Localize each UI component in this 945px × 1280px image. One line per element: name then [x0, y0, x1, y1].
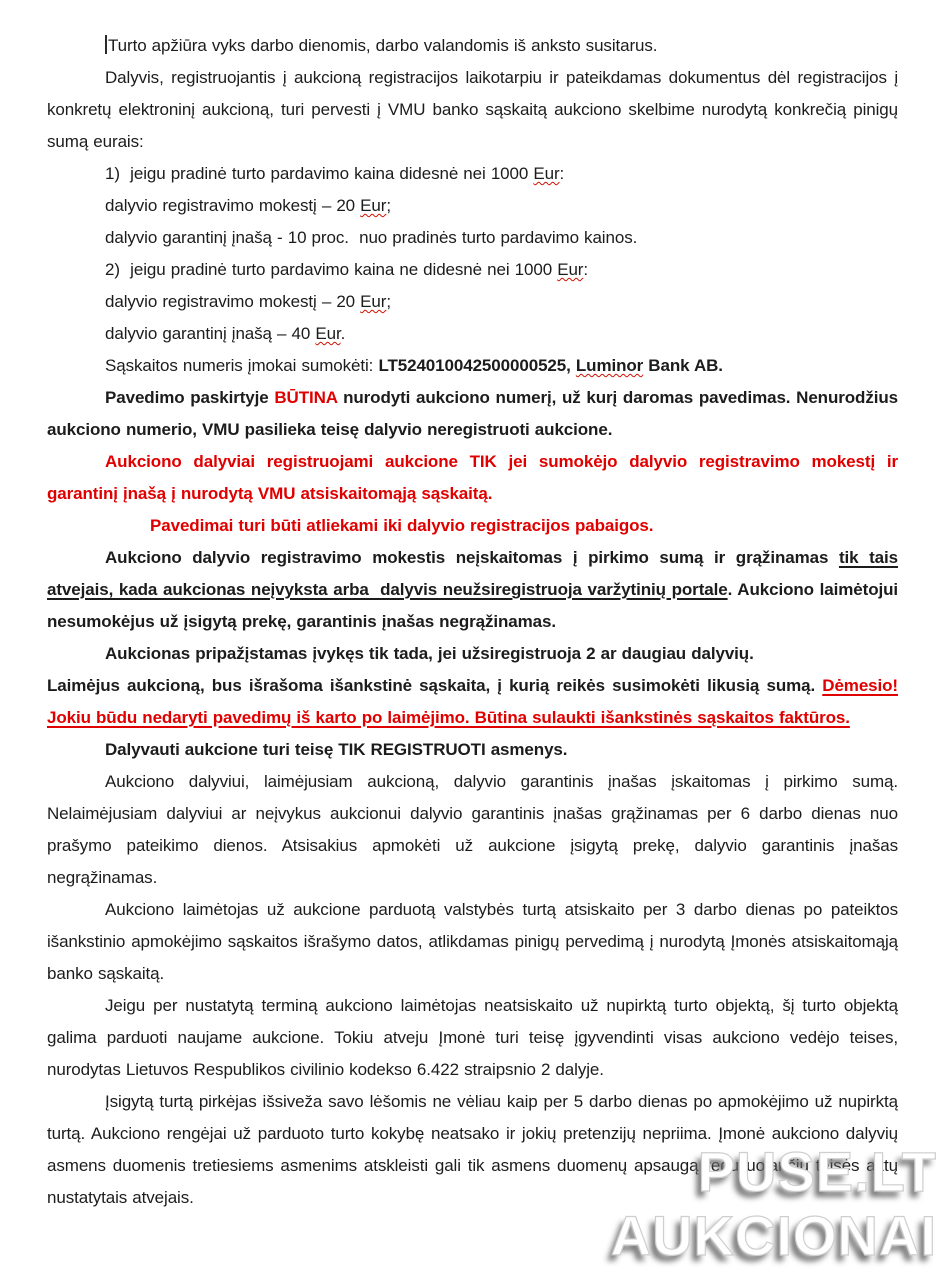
paragraph — [47, 542, 898, 638]
text-run: Turto apžiūra vyks darbo dienomis, darbo valandomis iš anksto susitarus. — [108, 36, 658, 55]
text-run: Aukciono dalyviai registruojami aukcione TIK jei sumokėjo dalyvio registravimo mokestį ir garantinį įnašą į nurodytą VMU atsiskaitomąją sąskaitą. — [47, 452, 898, 503]
paragraph — [47, 350, 898, 382]
text-run: dalyvio registravimo mokestį – 20 — [105, 196, 361, 215]
text-run: Eur — [360, 196, 387, 215]
paragraph — [47, 158, 898, 190]
text-run: ; — [386, 196, 391, 215]
paragraph — [47, 446, 898, 510]
text-run: BŪTINA — [274, 388, 338, 407]
text-run: Pavedimai turi būti atliekami iki dalyvio registracijos pabaigos. — [150, 516, 654, 535]
text-run: dalyvio garantinį įnašą – 40 — [105, 324, 316, 343]
text-run: Eur — [360, 292, 387, 311]
text-run: Bank AB. — [643, 356, 723, 375]
text-run: Jeigu per nustatytą terminą aukciono laimėtojas neatsiskaito už nupirktą turto objektą, šį turto objektą galima parduoti naujame aukcione. Tokiu atveju Įmonė turi teisę įgyvendinti visas aukciono vedėjo teises, nurodytas Lietuvos Respublikos civilinio kodekso 6.422 straipsnio 2 dalyje. — [47, 996, 898, 1079]
paragraph — [47, 286, 898, 318]
text-run: . — [340, 324, 346, 343]
paragraph — [47, 990, 898, 1086]
text-run: nurodyti aukciono numerį, už kurį daromas pavedimas. Nenurodžius aukciono numerio, VMU pasilieka teisę dalyvio neregistruoti aukcione. — [47, 388, 898, 439]
text-run: Dalyvauti aukcione turi teisę TIK REGISTRUOTI asmenys. — [105, 740, 568, 759]
paragraph — [47, 254, 898, 286]
text-run: Dalyvis, registruojantis į aukcioną registracijos laikotarpiu ir pateikdamas dokumentus dėl registracijos į konkretų elektroninį aukcioną, turi pervesti į VMU banko sąskaitą aukciono skelbime nurodytą konkrečią pinigų sumą eurais: — [47, 68, 898, 151]
text-run: Aukciono dalyviui, laimėjusiam aukcioną, dalyvio garantinis įnašas įskaitomas į pirkimo sumą. Nelaimėjusiam dalyviui ar neįvykus aukcionui dalyvio garantinis įnašas grąžinamas per 6 darbo dienas nuo prašymo pateikimo dienos. Atsisakius apmokėti už aukcione įsigytą prekę, dalyvio garantinis įnašas negrąžinamas. — [47, 772, 898, 887]
paragraph — [47, 190, 898, 222]
text-run: Laimėjus aukcioną, bus išrašoma išankstinė sąskaita, į kurią reikės susimokėti likusią sumą. — [47, 676, 823, 695]
text-run: . Aukciono laimėtojui nesumokėjus už įsigytą prekę, garantinis įnašas negrąžinamas. — [47, 580, 899, 631]
text-run: Eur — [557, 260, 584, 279]
text-run: : — [583, 260, 588, 279]
text-run: 1) jeigu pradinė turto pardavimo kaina didesnė nei 1000 — [105, 164, 534, 183]
paragraph — [47, 638, 898, 670]
watermark-line-1: PUSE.LT — [697, 1140, 937, 1203]
document-body — [47, 30, 898, 1214]
text-run: Eur — [315, 324, 341, 343]
text-run: Eur — [533, 164, 560, 183]
paragraph — [47, 510, 898, 542]
paragraph — [47, 766, 898, 894]
text-run: Luminor — [575, 356, 644, 375]
text-run: 2) jeigu pradinė turto pardavimo kaina ne didesnė nei 1000 — [105, 260, 558, 279]
text-run: tik tais atvejais, kada aukcionas neįvyksta arba dalyvis neužsiregistruoja varžytinių portale — [47, 548, 898, 599]
paragraph — [47, 62, 898, 158]
paragraph — [47, 30, 898, 62]
text-run: dalyvio registravimo mokestį – 20 — [105, 292, 361, 311]
paragraph — [47, 734, 898, 766]
text-run: Įsigytą turtą pirkėjas išsiveža savo lėšomis ne vėliau kaip per 5 darbo dienas po apmokėjimo už nupirktą turtą. Aukciono rengėjai už parduoto turto kokybę neatsako ir jokių pretenzijų nepriima. Įmonė aukciono dalyvių asmens duomenis tretiesiems asmenims atskleisti gali tik asmens duomenų apsaugą reguliuojančių teisės aktų nustatytais atvejais. — [47, 1092, 898, 1207]
text-cursor — [105, 35, 107, 54]
paragraph — [47, 382, 898, 446]
text-run: : — [559, 164, 565, 183]
paragraph — [47, 318, 898, 350]
text-run: ; — [386, 292, 391, 311]
paragraph — [47, 894, 898, 990]
text-run: Sąskaitos numeris įmokai sumokėti: — [105, 356, 379, 375]
watermark-line-2: AUKCIONAI — [610, 1204, 937, 1267]
watermark — [611, 1140, 937, 1268]
text-run: Dėmesio! Jokiu būdu nedaryti pavedimų iš karto po laimėjimo. Būtina sulaukti išankstinės sąskaitos faktūros. — [47, 676, 898, 727]
text-run: Aukciono laimėtojas už aukcione parduotą valstybės turtą atsiskaito per 3 darbo dienas po pateiktos išankstinio apmokėjimo sąskaitos išrašymo datos, atlikdamas pinigų pervedimą į nurodytą Įmonės atsiskaitomąją banko sąskaitą. — [47, 900, 898, 983]
text-run: Aukciono dalyvio registravimo mokestis neįskaitomas į pirkimo sumą ir grąžinamas — [105, 548, 839, 567]
text-run: LT524010042500000525, — [378, 356, 576, 375]
paragraph — [47, 222, 898, 254]
paragraph — [47, 670, 898, 734]
text-run: Aukcionas pripažįstamas įvykęs tik tada, jei užsiregistruoja 2 ar daugiau dalyvių. — [105, 644, 754, 663]
text-run: Pavedimo paskirtyje — [105, 388, 275, 407]
text-run: dalyvio garantinį įnašą - 10 proc. nuo pradinės turto pardavimo kainos. — [105, 228, 638, 247]
